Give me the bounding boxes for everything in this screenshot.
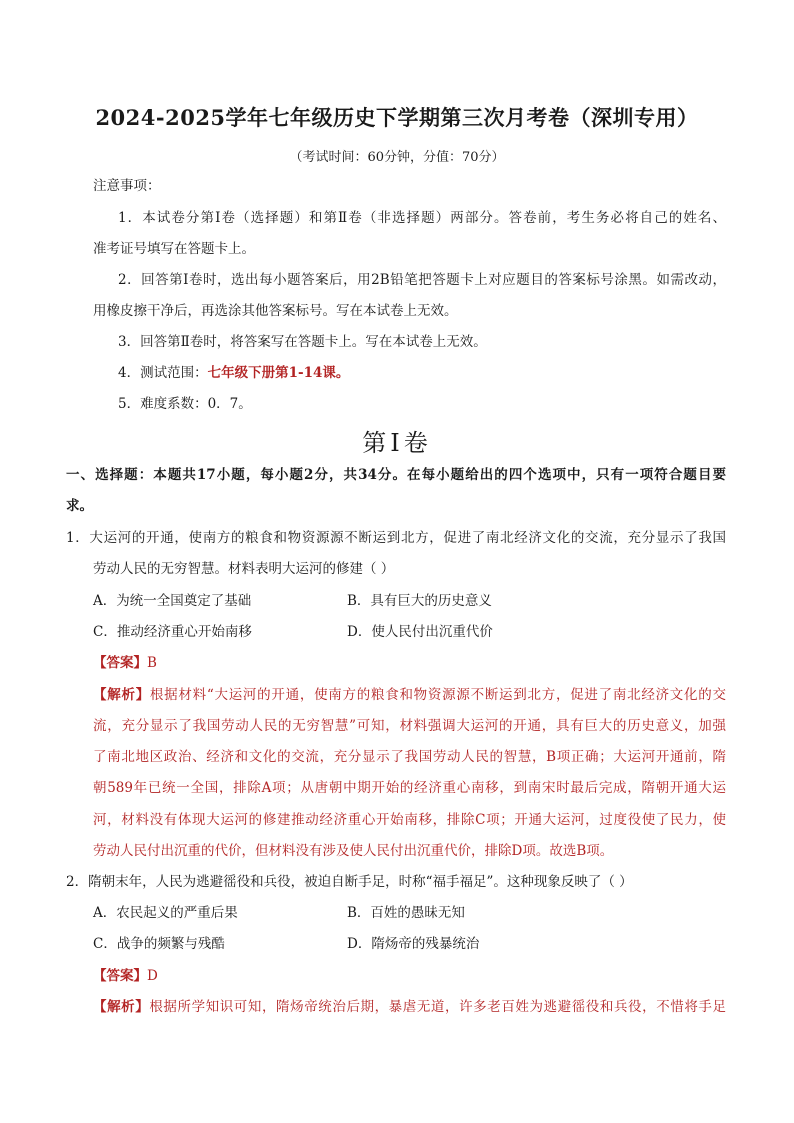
notice-item-2-line-2: 用橡皮擦干净后，再选涂其他答案标号。写在本试卷上无效。	[93, 303, 458, 319]
notice-item-2-line-1: 2．回答第Ⅰ卷时，选出每小题答案后，用2B铅笔把答题卡上对应题目的答案标号涂黑。如需改动，	[118, 272, 726, 288]
q2-answer-label: 【答案】	[93, 968, 147, 984]
section-instruction-line-2: 求。	[66, 498, 93, 514]
q2-analysis-text-1: 根据所学知识可知，隋炀帝统治后期，暴虐无道，许多老百姓为逃避徭役和兵役，不惜将手足	[149, 999, 727, 1015]
q1-analysis-line-6: 劳动人民付出沉重的代价，但材料没有涉及使人民付出沉重代价，排除D项。故选B项。	[93, 843, 614, 859]
q1-answer-value: B	[147, 655, 157, 671]
notice-item-5: 5．难度系数：0．7。	[118, 396, 252, 412]
q2-option-a: A．农民起义的严重后果	[93, 905, 238, 921]
q2-option-b: B．百姓的愚昧无知	[347, 905, 465, 921]
q1-analysis-text-1: 根据材料“大运河的开通，使南方的粮食和物资源源不断运到北方，促进了南北经济文化的交	[149, 687, 726, 703]
q1-answer	[93, 653, 157, 673]
q1-analysis-line-5: 河，材料没有体现大运河的修建推动经济重心开始南移，排除C项；开通大运河，过度役使了民力，使	[93, 812, 726, 828]
notice-item-4-label: 4．测试范围：	[118, 365, 208, 381]
q1-analysis-line-3: 了南北地区政治、经济和文化的交流，充分显示了我国劳动人民的智慧，B项正确；大运河开通前，隋	[93, 749, 726, 765]
section-instruction-line-1: 一、选择题：本题共17小题，每小题2分，共34分。在每小题给出的四个选项中，只有一项符合题目要	[66, 467, 726, 483]
q1-analysis-label: 【解析】	[93, 687, 150, 703]
notice-heading: 注意事项：	[93, 178, 161, 194]
q1-option-d: D．使人民付出沉重代价	[347, 624, 493, 640]
q1-analysis-line-4: 朝589年已统一全国，排除A项；从唐朝中期开始的经济重心南移，到南宋时最后完成，隋朝开通大运	[93, 780, 726, 796]
page-title: 2024-2025学年七年级历史下学期第三次月考卷（深圳专用）	[95, 105, 699, 130]
q2-analysis-line-1	[93, 997, 726, 1017]
test-scope-highlight: 七年级下册第1-14课。	[207, 365, 350, 381]
q2-answer-value: D	[147, 968, 158, 984]
notice-item-1-line-1: 1．本试卷分第Ⅰ卷（选择题）和第Ⅱ卷（非选择题）两部分。答卷前，考生务必将自己的姓名、	[118, 210, 726, 226]
q1-stem-line-2: 劳动人民的无穷智慧。材料表明大运河的修建（ ）	[93, 561, 395, 577]
q2-option-d: D．隋炀帝的残暴统治	[347, 936, 480, 952]
q1-option-a: A．为统一全国奠定了基础	[93, 593, 252, 609]
q1-answer-label: 【答案】	[93, 655, 147, 671]
q1-analysis-line-2: 流，充分显示了我国劳动人民的无穷智慧”可知，材料强调大运河的开通，具有巨大的历史意义，加强	[93, 718, 726, 734]
section-title: 第Ⅰ卷	[362, 429, 432, 457]
q1-option-b: B．具有巨大的历史意义	[347, 593, 492, 609]
q1-option-c: C．推动经济重心开始南移	[93, 624, 252, 640]
q1-analysis-line-1	[93, 685, 726, 705]
exam-info: （考试时间：60分钟，分值：70分）	[289, 150, 505, 165]
q2-answer	[93, 966, 158, 986]
notice-item-1-line-2: 准考证号填写在答题卡上。	[93, 241, 255, 257]
q1-stem-line-1: 1．大运河的开通，使南方的粮食和物资源源不断运到北方，促进了南北经济文化的交流，充分显示了我国	[66, 530, 726, 546]
notice-item-4	[118, 363, 349, 383]
q2-option-c: C．战争的频繁与残酷	[93, 936, 225, 952]
q2-stem: 2．隋朝末年，人民为逃避徭役和兵役，被迫自断手足，时称“福手福足”。这种现象反映了（ ）	[66, 874, 633, 890]
q2-analysis-label: 【解析】	[93, 999, 150, 1015]
notice-item-3: 3．回答第Ⅱ卷时，将答案写在答题卡上。写在本试卷上无效。	[118, 334, 487, 350]
